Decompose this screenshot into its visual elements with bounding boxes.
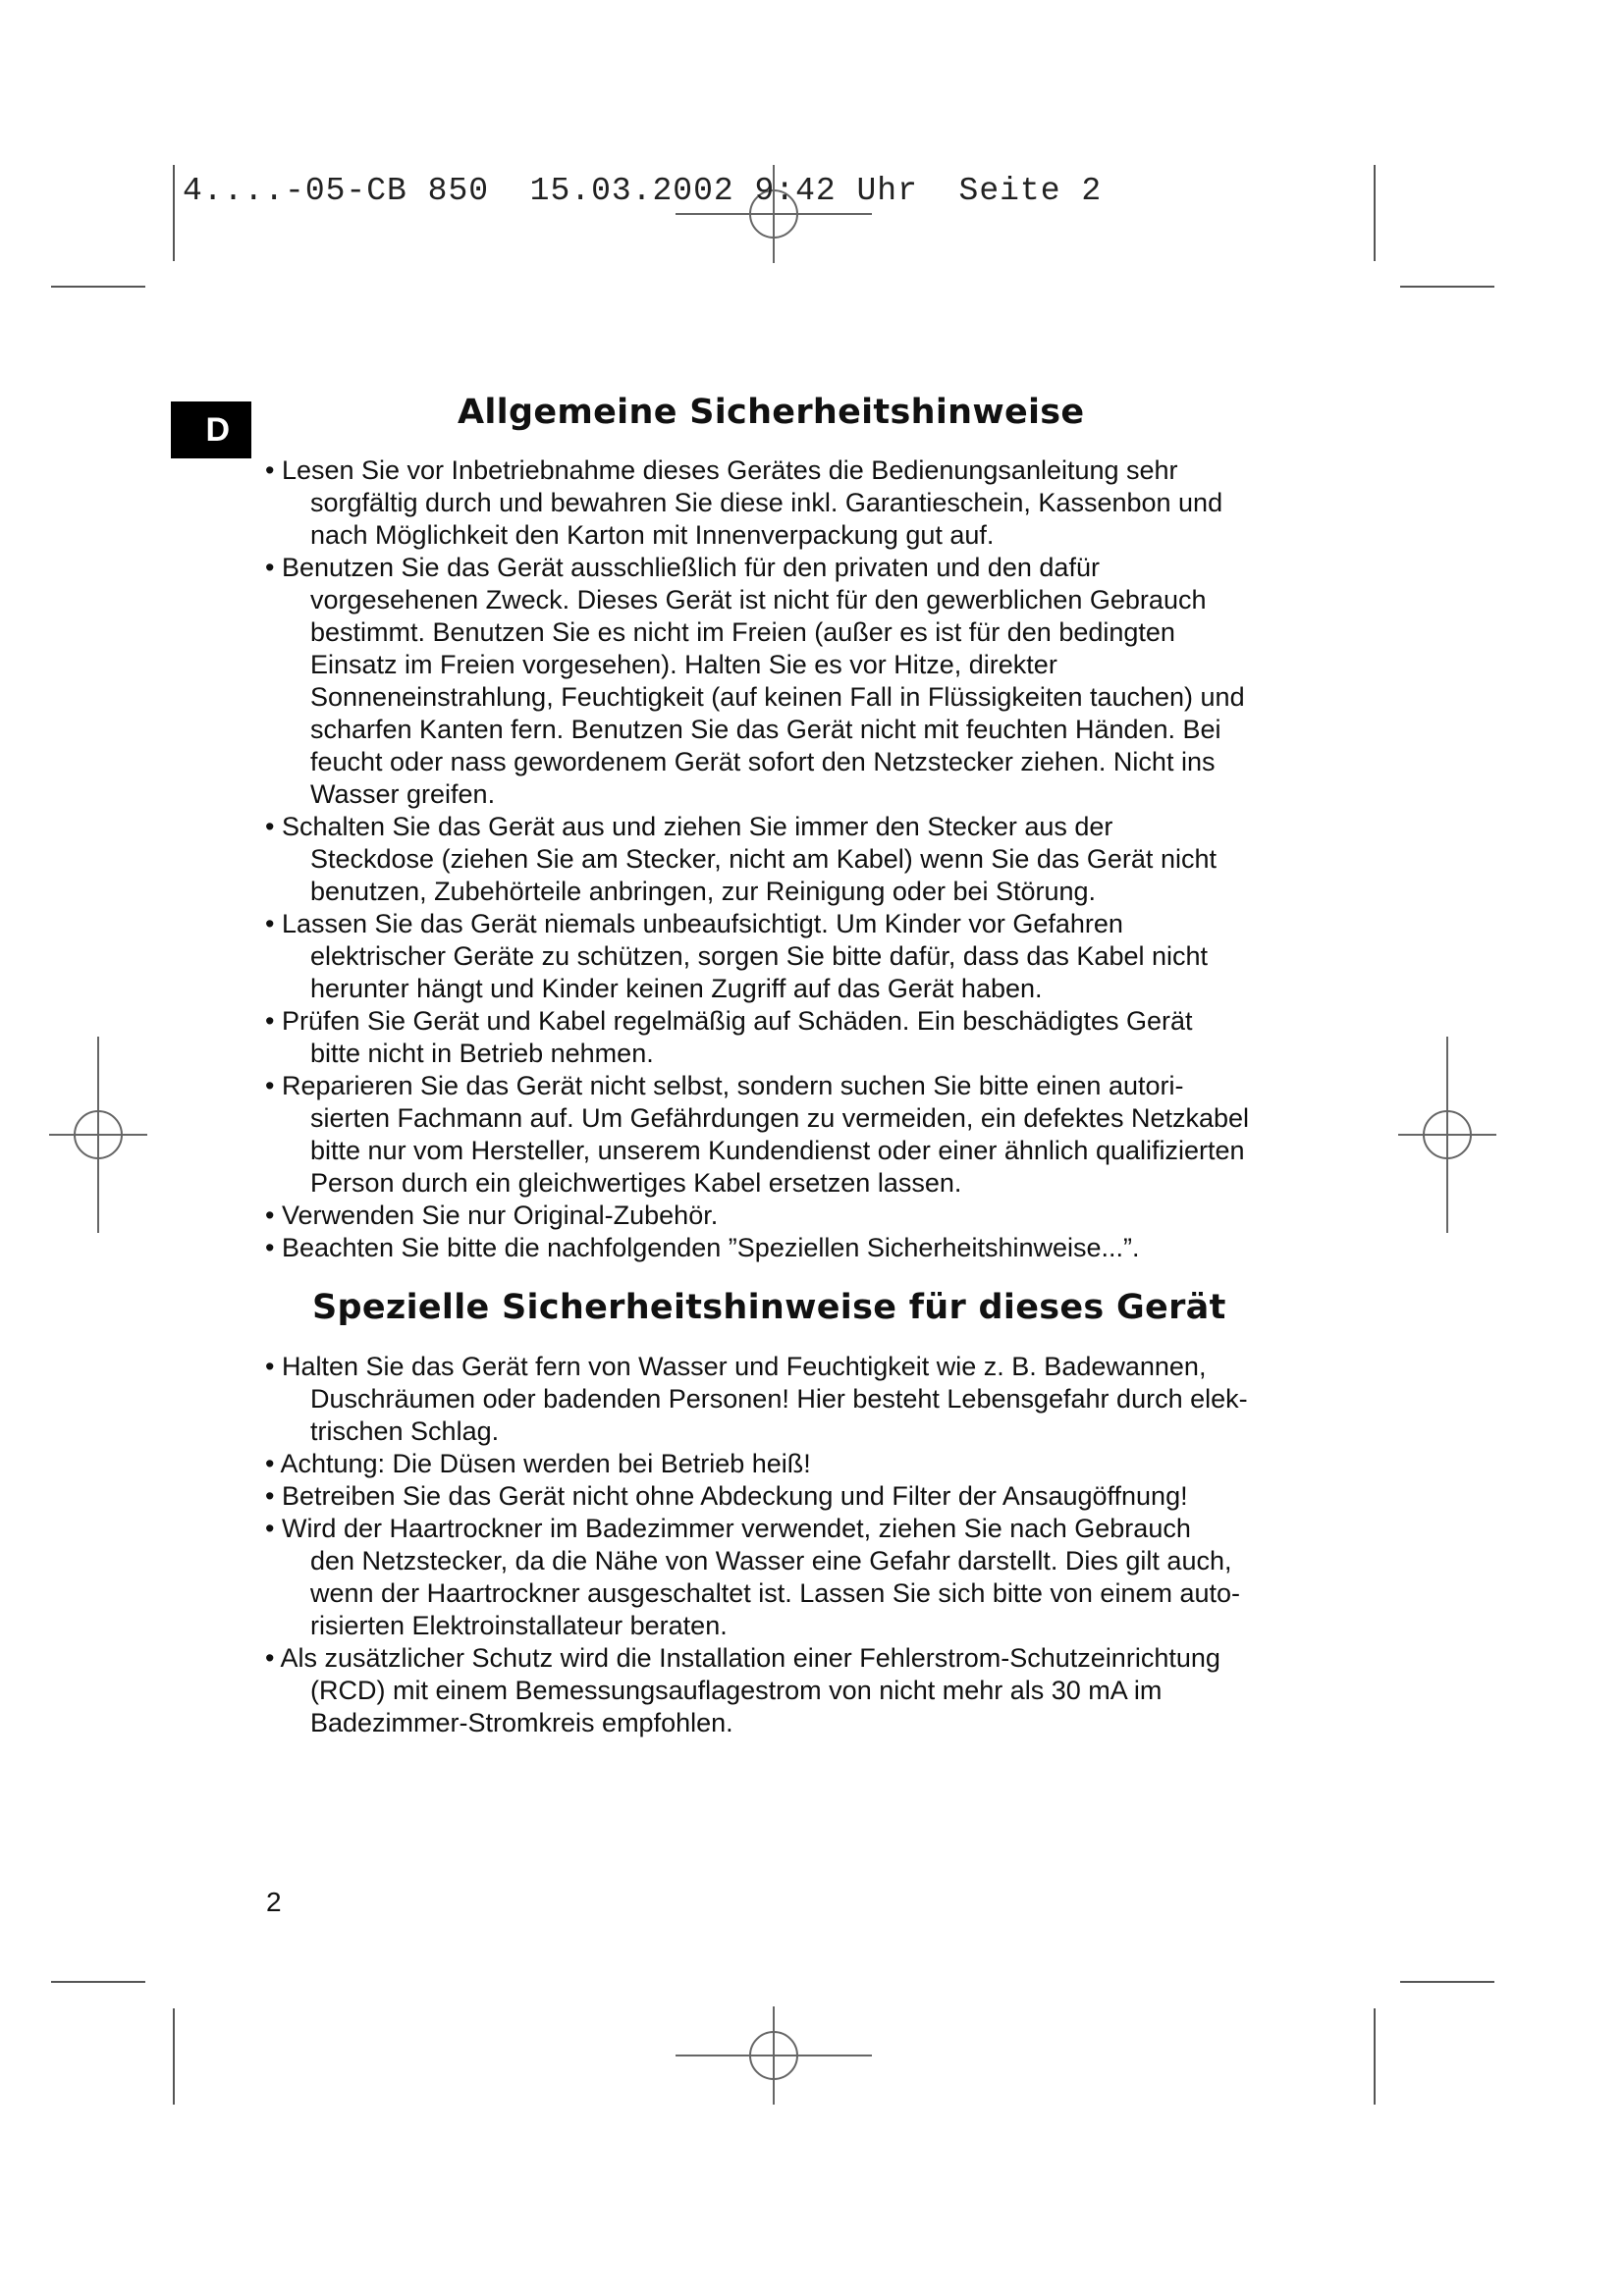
- registration-mark-left: [49, 1037, 147, 1233]
- list-item-line: • Benutzen Sie das Gerät ausschließlich für den privaten und den dafür: [265, 553, 1100, 582]
- list-item-line: • Lassen Sie das Gerät niemals unbeaufsichtigt. Um Kinder vor Gefahren: [265, 909, 1123, 938]
- list-item: [265, 1513, 1306, 1642]
- list-item-line: vorgesehenen Zweck. Dieses Gerät ist nicht für den gewerblichen Gebrauch: [310, 585, 1207, 614]
- crop-mark-bottom-left-vertical: [173, 2008, 175, 2105]
- list-item-line: Badezimmer-Stromkreis empfohlen.: [310, 1708, 733, 1737]
- list-item: [265, 1005, 1306, 1070]
- list-item-line: sierten Fachmann auf. Um Gefährdungen zu vermeiden, ein defektes Netzkabel: [310, 1103, 1250, 1133]
- list-item-line: sorgfältig durch und bewahren Sie diese inkl. Garantieschein, Kassenbon und: [310, 488, 1223, 517]
- registration-mark-bottom: [676, 2006, 872, 2105]
- list-item-line: • Beachten Sie bitte die nachfolgenden ”Speziellen Sicherheitshinweise...”.: [265, 1233, 1140, 1262]
- crop-mark-top-left-horizontal: [51, 286, 145, 288]
- list-item-line: benutzen, Zubehörteile anbringen, zur Reinigung oder bei Störung.: [310, 877, 1097, 906]
- list-item: [265, 1200, 1306, 1232]
- list-item-line: den Netzstecker, da die Nähe von Wasser eine Gefahr darstellt. Dies gilt auch,: [310, 1546, 1232, 1575]
- list-item-line: • Verwenden Sie nur Original-Zubehör.: [265, 1201, 719, 1230]
- list-item-line: scharfen Kanten fern. Benutzen Sie das Gerät nicht mit feuchten Händen. Bei: [310, 715, 1221, 744]
- list-item-line: • Als zusätzlicher Schutz wird die Installation einer Fehlerstrom-Schutzeinrichtung: [265, 1643, 1220, 1673]
- list-item-line: (RCD) mit einem Bemessungsauflagestrom von nicht mehr als 30 mA im: [310, 1676, 1163, 1705]
- general-safety-title: Allgemeine Sicherheitshinweise: [458, 393, 1085, 432]
- general-safety-list: [265, 454, 1306, 1264]
- list-item: [265, 908, 1306, 1005]
- list-item: [265, 1232, 1306, 1264]
- list-item-line: • Wird der Haartrockner im Badezimmer verwendet, ziehen Sie nach Gebrauch: [265, 1514, 1191, 1543]
- special-safety-title: Spezielle Sicherheitshinweise für dieses Gerät: [312, 1288, 1226, 1327]
- language-tab: D: [171, 401, 251, 458]
- crop-mark-bottom-right-vertical: [1374, 2008, 1376, 2105]
- list-item-line: herunter hängt und Kinder keinen Zugriff auf das Gerät haben.: [310, 974, 1043, 1003]
- list-item-line: • Betreiben Sie das Gerät nicht ohne Abdeckung und Filter der Ansaugöffnung!: [265, 1481, 1188, 1511]
- list-item-line: Duschräumen oder badenden Personen! Hier besteht Lebensgefahr durch elek-: [310, 1384, 1248, 1414]
- list-item: [265, 1642, 1306, 1739]
- list-item-line: Person durch ein gleichwertiges Kabel ersetzen lassen.: [310, 1168, 962, 1198]
- list-item: [265, 454, 1306, 552]
- print-imprint-line: 4....-05-CB 850 15.03.2002 9:42 Uhr Seite 2: [183, 173, 1103, 209]
- list-item-line: bitte nur vom Hersteller, unserem Kundendienst oder einer ähnlich qualifizierten: [310, 1136, 1245, 1165]
- crop-mark-top-right-vertical: [1374, 165, 1376, 261]
- list-item-line: • Prüfen Sie Gerät und Kabel regelmäßig auf Schäden. Ein beschädigtes Gerät: [265, 1006, 1193, 1036]
- list-item-line: nach Möglichkeit den Karton mit Innenverpackung gut auf.: [310, 520, 995, 550]
- list-item-line: bestimmt. Benutzen Sie es nicht im Freien (außer es ist für den bedingten: [310, 617, 1175, 647]
- list-item-line: Steckdose (ziehen Sie am Stecker, nicht am Kabel) wenn Sie das Gerät nicht: [310, 844, 1217, 874]
- list-item: [265, 1070, 1306, 1200]
- list-item-line: • Achtung: Die Düsen werden bei Betrieb heiß!: [265, 1449, 811, 1478]
- list-item-line: Sonneneinstrahlung, Feuchtigkeit (auf keinen Fall in Flüssigkeiten tauchen) und: [310, 682, 1245, 712]
- registration-mark-right: [1398, 1037, 1496, 1233]
- crop-mark-bottom-left-horizontal: [51, 1981, 145, 1983]
- list-item-line: wenn der Haartrockner ausgeschaltet ist. Lassen Sie sich bitte von einem auto-: [310, 1578, 1241, 1608]
- list-item-line: • Reparieren Sie das Gerät nicht selbst, sondern suchen Sie bitte einen autori-: [265, 1071, 1184, 1100]
- list-item: [265, 1351, 1306, 1448]
- page-number: 2: [266, 1887, 282, 1917]
- list-item: [265, 811, 1306, 908]
- list-item-line: • Halten Sie das Gerät fern von Wasser und Feuchtigkeit wie z. B. Badewannen,: [265, 1352, 1207, 1381]
- list-item-line: elektrischer Geräte zu schützen, sorgen Sie bitte dafür, dass das Kabel nicht: [310, 941, 1209, 971]
- list-item-line: feucht oder nass gewordenem Gerät sofort den Netzstecker ziehen. Nicht ins: [310, 747, 1216, 776]
- list-item-line: bitte nicht in Betrieb nehmen.: [310, 1039, 654, 1068]
- list-item: [265, 1480, 1306, 1513]
- crop-mark-top-left-vertical: [173, 165, 175, 261]
- list-item-line: • Schalten Sie das Gerät aus und ziehen Sie immer den Stecker aus der: [265, 812, 1113, 841]
- crop-mark-top-right-horizontal: [1400, 286, 1494, 288]
- special-safety-list: [265, 1351, 1306, 1739]
- list-item-line: Wasser greifen.: [310, 779, 496, 809]
- list-item-line: • Lesen Sie vor Inbetriebnahme dieses Gerätes die Bedienungsanleitung sehr: [265, 455, 1178, 485]
- list-item-line: trischen Schlag.: [310, 1416, 500, 1446]
- list-item: [265, 1448, 1306, 1480]
- list-item-line: risierten Elektroinstallateur beraten.: [310, 1611, 728, 1640]
- crop-mark-bottom-right-horizontal: [1400, 1981, 1494, 1983]
- list-item: [265, 552, 1306, 811]
- list-item-line: Einsatz im Freien vorgesehen). Halten Sie es vor Hitze, direkter: [310, 650, 1057, 679]
